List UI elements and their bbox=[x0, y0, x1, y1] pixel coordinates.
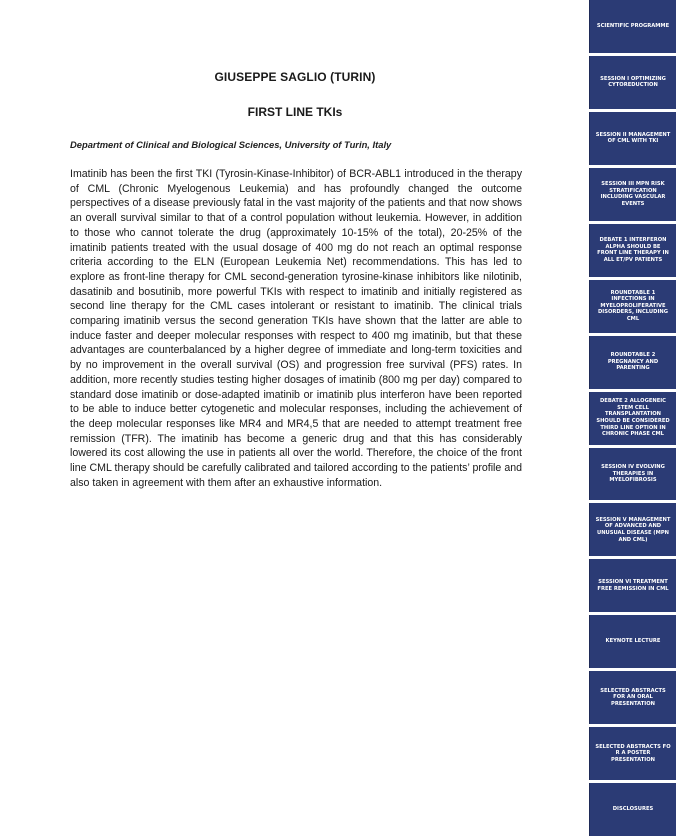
sidebar-nav bbox=[589, 0, 676, 836]
nav-roundtable-2[interactable]: ROUNDTABLE 2 PREGNANCY AND PARENTING bbox=[589, 336, 676, 389]
nav-debate-2[interactable]: DEBATE 2 ALLOGENEIC STEM CELL TRANSPLANTATION SHOULD BE CONSIDERED THIRD LINE OPTION IN CHRONIC PHASE CML bbox=[589, 392, 676, 445]
affiliation: Department of Clinical and Biological Sciences, University of Turin, Italy bbox=[70, 139, 392, 150]
nav-session-5[interactable]: SESSION V MANAGEMENT OF ADVANCED AND UNUSUAL DISEASE (MPN AND CML) bbox=[589, 503, 676, 556]
nav-roundtable-1[interactable]: ROUNDTABLE 1 INFECTIONS IN MYELOPROLIFERATIVE DISORDERS, INCLUDING CML bbox=[589, 280, 676, 333]
nav-session-6[interactable]: SESSION VI TREATMENT FREE REMISSION IN CML bbox=[589, 559, 676, 612]
author-heading: GIUSEPPE SAGLIO (TURIN) bbox=[214, 70, 376, 84]
nav-session-4[interactable]: SESSION IV EVOLVING THERAPIES IN MYELOFIBROSIS bbox=[589, 448, 676, 501]
nav-session-2[interactable]: SESSION II MANAGEMENT OF CML WITH TKI bbox=[589, 112, 676, 165]
nav-poster-abstracts[interactable]: SELECTED ABSTRACTS FO R A POSTER PRESENTATION bbox=[589, 727, 676, 780]
nav-session-3[interactable]: SESSION III MPN RISK STRATIFICATION INCLUDING VASCULAR EVENTS bbox=[589, 168, 676, 221]
nav-session-1[interactable]: SESSION I OPTIMIZING CYTOREDUCTION bbox=[589, 56, 676, 109]
abstract-body: Imatinib has been the first TKI (Tyrosin-Kinase-Inhibitor) of BCR-ABL1 introduced in the therapy of CML (Chronic Myelogenous Leukemia) and has profoundly changed the outcome perspectives of a disease previously fatal in the vast majority of the patients and that now shows an overall survival similar to that of a control population without leukemia. However, in addition to those who cannot tolerate the drug (approximately 10-15% of the total), 20-25% of the imatinib patients treated with the usual dosage of 400 mg do not reach an optimal response criteria according to the ELN (European Leukemia Net) recommendations. This has led to explore as front-line therapy for CML second-generation tyrosine-kinase inhibitors like nilotinib, dasatinib and bosutinib, more powerful TKIs with respect to imatinib and initially registered as second line therapy for the CML cases intolerant or resistant to imatinib. The clinical trials comparing imatinib versus the second generation TKIs have shown that the latter are able to induce faster and deeper molecular responses with respect to 400 mg imatinib, but that these advantages are counterbalanced by a higher degree of immediate and long-term toxicities and by no improvement in the overall survival (OS) and progression free survival (PFS) rates. In addition, more recently studies testing higher dosages of imatinib (800 mg per day) compared to standard dose imatinib or dose-adapted imatinib or imatinib plus interferon have been reported to be able to induce better cytogenetic and molecular responses, including the achievement of the deep molecular responses like MR4 and MR4,5 that are needed to attempt treatment free remission (TFR). The imatinib has become a generic drug and that this has considerably lowered its cost allowing the use in patients all over the world. Therefore, the choice of the front line CML therapy should be carefully calibrated and tailored according to the patients’ profile and also taken in agreement with them after an exhaustive information. bbox=[70, 168, 522, 489]
abstract-title: FIRST LINE TKIs bbox=[247, 105, 343, 119]
nav-scientific-programme[interactable]: SCIENTIFIC PROGRAMME bbox=[589, 0, 676, 53]
nav-oral-abstracts[interactable]: SELECTED ABSTRACTS FOR AN ORAL PRESENTATION bbox=[589, 671, 676, 724]
nav-keynote-lecture[interactable]: KEYNOTE LECTURE bbox=[589, 615, 676, 668]
nav-disclosures[interactable]: DISCLOSURES bbox=[589, 783, 676, 836]
nav-debate-1[interactable]: DEBATE 1 INTERFERON ALPHA SHOULD BE FRONT LINE THERAPY IN ALL ET/PV PATIENTS bbox=[589, 224, 676, 277]
